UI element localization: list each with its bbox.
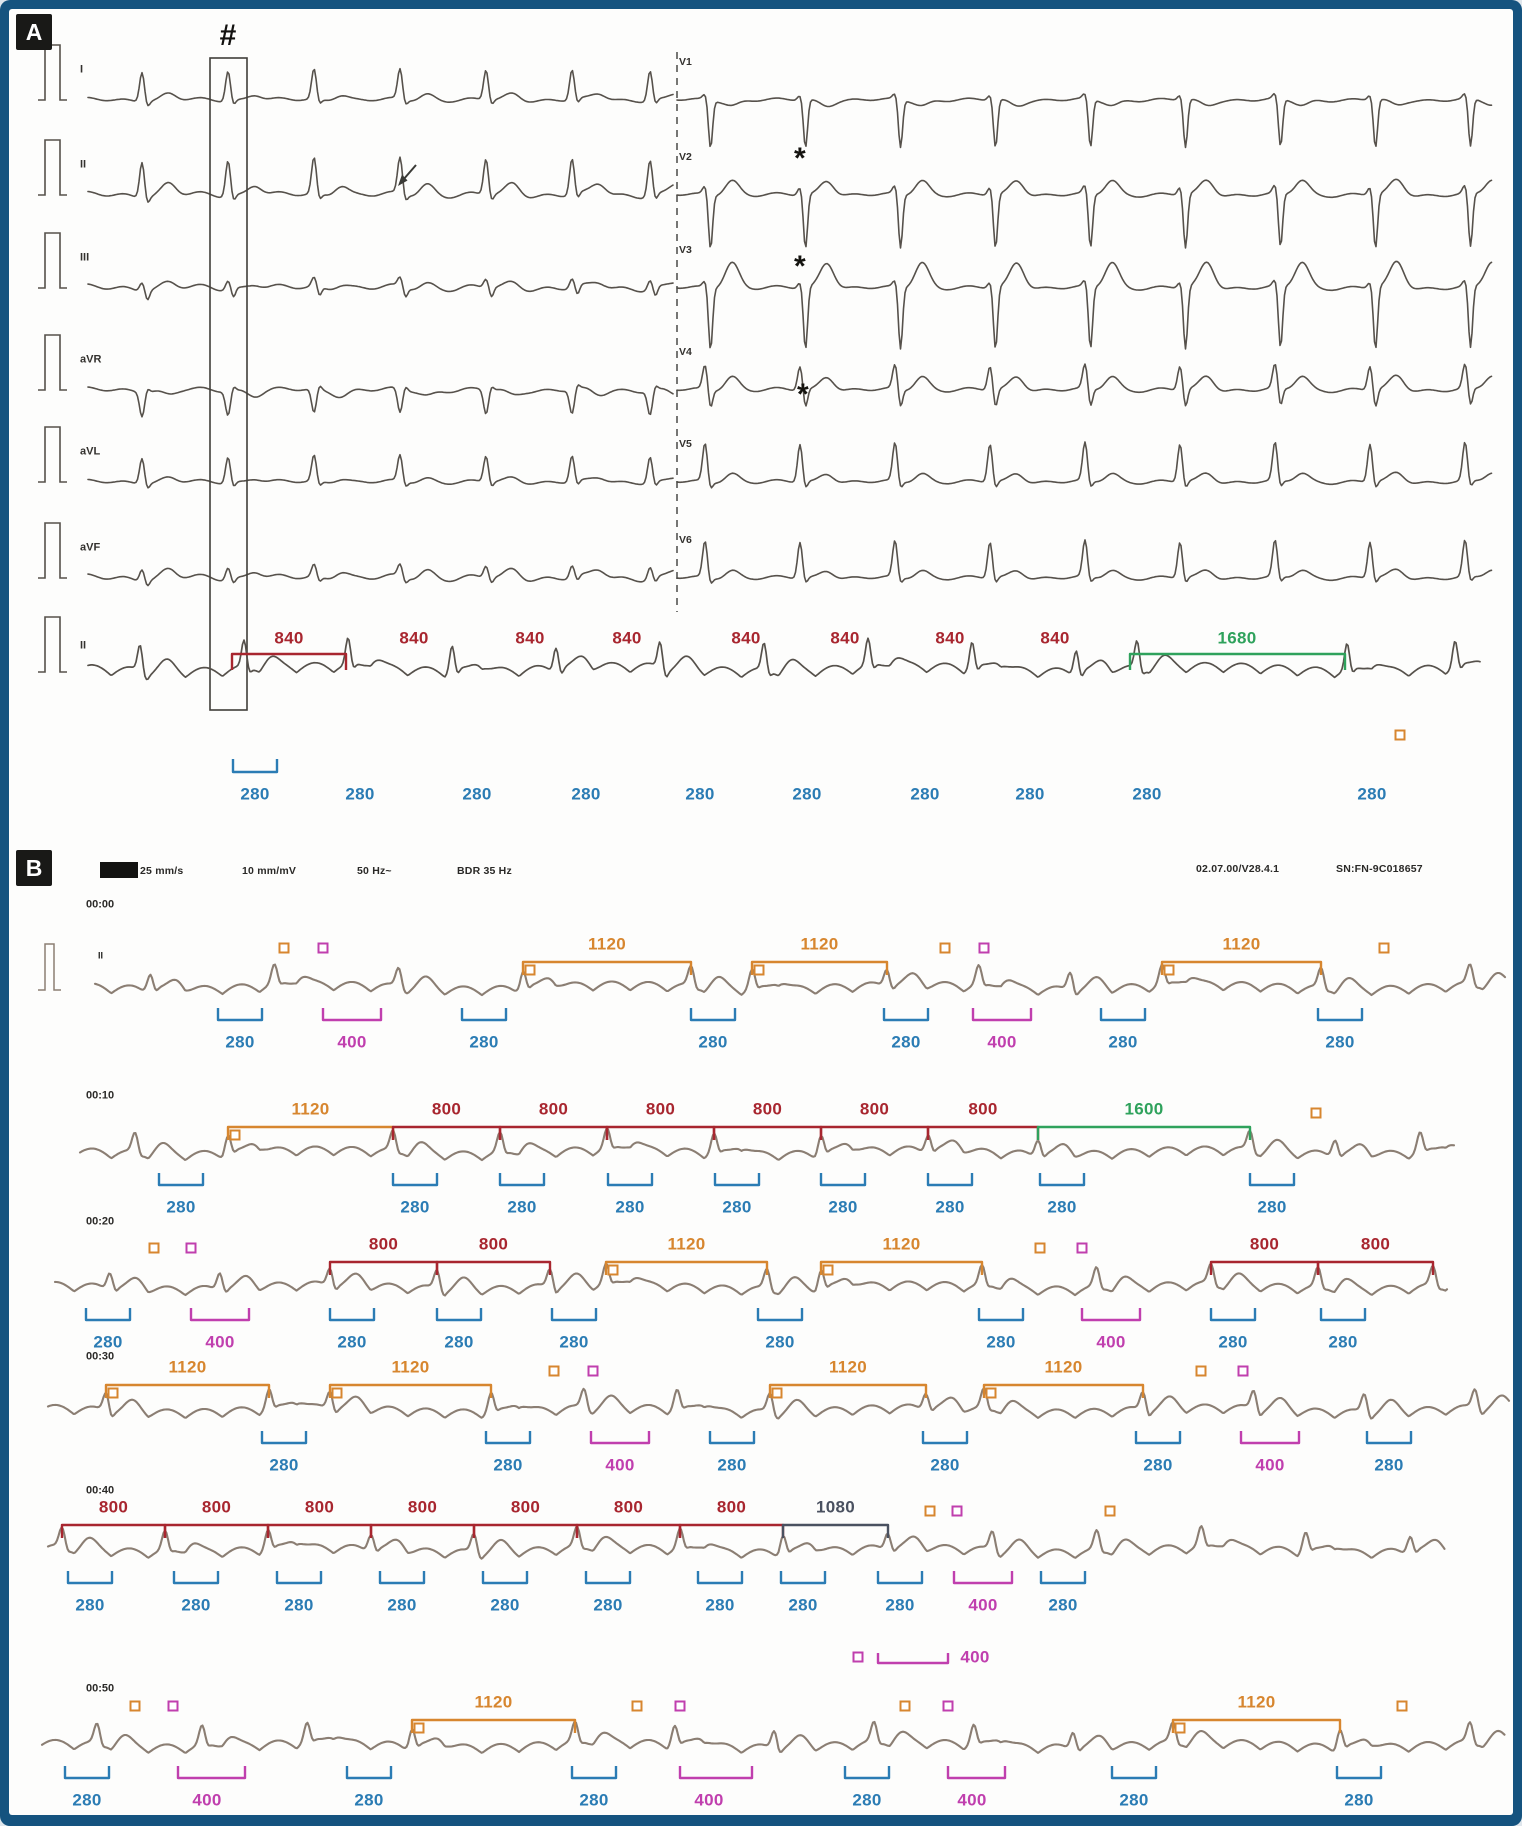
rr-interval-label: 800	[1360, 1234, 1391, 1254]
asterisk-marker: *	[794, 250, 806, 283]
annotation-overlay	[9, 9, 1513, 1815]
rr-interval-label: 1680	[1217, 628, 1257, 648]
flutter-interval-label: 280	[1015, 784, 1045, 804]
device-serial-label: SN:FN-9C018657	[1336, 863, 1423, 875]
flutter-interval-label: 280	[269, 1455, 299, 1475]
lead-label-avf: aVF	[80, 541, 101, 554]
flutter-interval-label: 400	[987, 1032, 1017, 1052]
rr-interval-label: 800	[613, 1497, 644, 1517]
flutter-interval-label: 400	[605, 1455, 635, 1475]
rr-interval-label: 840	[935, 628, 965, 648]
flutter-interval-label: 280	[1374, 1455, 1404, 1475]
rr-interval-label: 840	[830, 628, 860, 648]
lead-label-i: I	[80, 63, 84, 76]
asterisk-marker: *	[794, 142, 806, 175]
flutter-interval-label: 400	[1255, 1455, 1285, 1475]
flutter-interval-label: 280	[1218, 1332, 1248, 1352]
flutter-interval-label: 280	[1132, 784, 1162, 804]
rr-interval-label: 800	[431, 1099, 462, 1119]
rr-interval-label: 1600	[1124, 1099, 1164, 1119]
flutter-interval-label: 280	[705, 1595, 735, 1615]
rr-interval-label: 840	[274, 628, 304, 648]
lead-label-v4: V4	[679, 345, 692, 358]
flutter-interval-label: 280	[387, 1595, 417, 1615]
rr-interval-label: 1120	[1237, 1692, 1276, 1712]
rr-interval-label: 1120	[1222, 934, 1261, 954]
rr-interval-label: 800	[201, 1497, 232, 1517]
figure-content	[9, 9, 1513, 1815]
flutter-interval-label: 280	[593, 1595, 623, 1615]
flutter-interval-label: 400	[968, 1595, 998, 1615]
rr-interval-label: 800	[1249, 1234, 1280, 1254]
lead-label-v2: V2	[679, 150, 692, 163]
lead-label-v6: V6	[679, 533, 692, 546]
time-label: 00:20	[86, 1215, 115, 1228]
rr-interval-label: 800	[304, 1497, 335, 1517]
lead-label-v3: V3	[679, 243, 692, 256]
flutter-interval-label: 400	[694, 1790, 724, 1810]
flutter-interval-label: 280	[166, 1197, 196, 1217]
flutter-interval-label: 400	[1096, 1332, 1126, 1352]
rr-interval-label: 1120	[587, 934, 627, 954]
calibration-block	[100, 862, 138, 878]
flutter-interval-label: 280	[852, 1790, 882, 1810]
flutter-interval-label: 280	[444, 1332, 474, 1352]
flutter-interval-label: 280	[930, 1455, 960, 1475]
rr-interval-label: 1120	[667, 1234, 706, 1254]
rr-interval-label: 800	[859, 1099, 890, 1119]
time-label: 00:30	[86, 1350, 115, 1363]
rr-interval-label: 1120	[391, 1357, 430, 1377]
firmware-version-label: 02.07.00/V28.4.1	[1196, 863, 1280, 875]
rr-interval-label: 800	[538, 1099, 569, 1119]
flutter-interval-label: 280	[1325, 1032, 1355, 1052]
flutter-interval-label: 280	[181, 1595, 211, 1615]
rr-interval-label: 1120	[882, 1234, 921, 1254]
flutter-interval-label: 280	[345, 784, 375, 804]
rr-interval-label: 1120	[168, 1357, 207, 1377]
paper-speed-label: 25 mm/s	[140, 865, 184, 877]
rr-interval-label: 840	[515, 628, 545, 648]
lead-label-v1: V1	[679, 55, 692, 68]
time-label: 00:40	[86, 1484, 115, 1497]
flutter-interval-label: 280	[354, 1790, 384, 1810]
flutter-interval-label: 280	[698, 1032, 728, 1052]
flutter-interval-label: 280	[559, 1332, 589, 1352]
flutter-interval-label: 280	[765, 1332, 795, 1352]
flutter-interval-label: 280	[284, 1595, 314, 1615]
time-label: 00:00	[86, 898, 115, 911]
figure-paper	[9, 9, 1513, 1815]
flutter-interval-label: 280	[1257, 1197, 1287, 1217]
flutter-interval-label: 280	[507, 1197, 537, 1217]
lead-label-ii: II	[80, 158, 87, 171]
lead-label-avl: aVL	[80, 445, 101, 458]
flutter-interval-label: 280	[1344, 1790, 1374, 1810]
rhythm-lead-label: II	[80, 639, 87, 652]
lead-label-avr: aVR	[80, 353, 102, 366]
flutter-interval-label: 280	[788, 1595, 818, 1615]
flutter-interval-label: 400	[337, 1032, 367, 1052]
rr-interval-label: 800	[716, 1497, 747, 1517]
lead-label-v5: V5	[679, 437, 692, 450]
rr-interval-label: 1080	[815, 1497, 856, 1517]
rr-interval-label: 800	[368, 1234, 399, 1254]
flutter-interval-label: 280	[72, 1790, 102, 1810]
rr-interval-label: 840	[731, 628, 761, 648]
flutter-interval-label: 280	[1143, 1455, 1173, 1475]
flutter-interval-label: 280	[885, 1595, 915, 1615]
flutter-interval-label: 280	[1048, 1595, 1078, 1615]
strip-lead-label: II	[98, 950, 104, 961]
flutter-interval-label: 280	[792, 784, 822, 804]
rr-interval-label: 840	[612, 628, 642, 648]
rr-interval-label: 1120	[474, 1692, 513, 1712]
rr-interval-label: 800	[968, 1099, 998, 1119]
panel-b-badge: B	[16, 850, 52, 886]
rr-interval-label: 800	[752, 1099, 783, 1119]
mains-filter-label: 50 Hz~	[357, 865, 392, 877]
flutter-interval-label: 280	[337, 1332, 367, 1352]
flutter-interval-label: 280	[986, 1332, 1016, 1352]
rr-interval-label: 1120	[1044, 1357, 1083, 1377]
flutter-interval-label: 280	[240, 784, 270, 804]
flutter-interval-label: 280	[717, 1455, 747, 1475]
flutter-interval-label: 280	[685, 784, 715, 804]
flutter-interval-label: 280	[935, 1197, 965, 1217]
flutter-interval-label: 400	[957, 1790, 987, 1810]
rr-interval-label: 840	[399, 628, 429, 648]
flutter-interval-label: 280	[493, 1455, 523, 1475]
rr-interval-label: 1120	[800, 934, 839, 954]
flutter-interval-label: 280	[615, 1197, 645, 1217]
flutter-interval-label: 280	[891, 1032, 921, 1052]
flutter-interval-label: 280	[225, 1032, 255, 1052]
flutter-interval-label: 280	[75, 1595, 105, 1615]
flutter-interval-label: 280	[722, 1197, 752, 1217]
flutter-interval-label: 280	[93, 1332, 123, 1352]
lead-label-iii: III	[80, 251, 90, 264]
rr-interval-label: 800	[478, 1234, 509, 1254]
rr-interval-label: 840	[1040, 628, 1070, 648]
flutter-interval-label: 400	[205, 1332, 235, 1352]
flutter-interval-label: 280	[469, 1032, 499, 1052]
flutter-interval-label: 280	[910, 784, 940, 804]
highlight-box-hash-label: #	[219, 19, 237, 52]
asterisk-marker: *	[797, 378, 809, 411]
panel-a-badge: A	[16, 14, 52, 50]
rr-interval-label: 800	[407, 1497, 438, 1517]
baseline-filter-label: BDR 35 Hz	[457, 865, 512, 877]
flutter-interval-label: 280	[1119, 1790, 1149, 1810]
flutter-interval-label: 280	[1357, 784, 1387, 804]
flutter-interval-label: 400	[192, 1790, 222, 1810]
rr-interval-label: 1120	[291, 1099, 330, 1119]
time-label: 00:50	[86, 1682, 115, 1695]
flutter-interval-label: 280	[462, 784, 492, 804]
flutter-interval-label: 280	[1047, 1197, 1077, 1217]
flutter-interval-label: 280	[1108, 1032, 1138, 1052]
rr-interval-label: 800	[510, 1497, 541, 1517]
rr-interval-label: 800	[645, 1099, 676, 1119]
gain-label: 10 mm/mV	[242, 865, 297, 877]
flutter-interval-label: 280	[571, 784, 601, 804]
flutter-interval-label: 280	[828, 1197, 858, 1217]
flutter-interval-label: 280	[1328, 1332, 1358, 1352]
flutter-interval-label: 280	[579, 1790, 609, 1810]
flutter-interval-label: 280	[490, 1595, 520, 1615]
time-label: 00:10	[86, 1089, 115, 1102]
rr-interval-label: 1120	[828, 1357, 868, 1377]
flutter-interval-label: 280	[400, 1197, 430, 1217]
rr-interval-label: 800	[98, 1497, 129, 1517]
legend-400-label: 400	[960, 1647, 990, 1667]
